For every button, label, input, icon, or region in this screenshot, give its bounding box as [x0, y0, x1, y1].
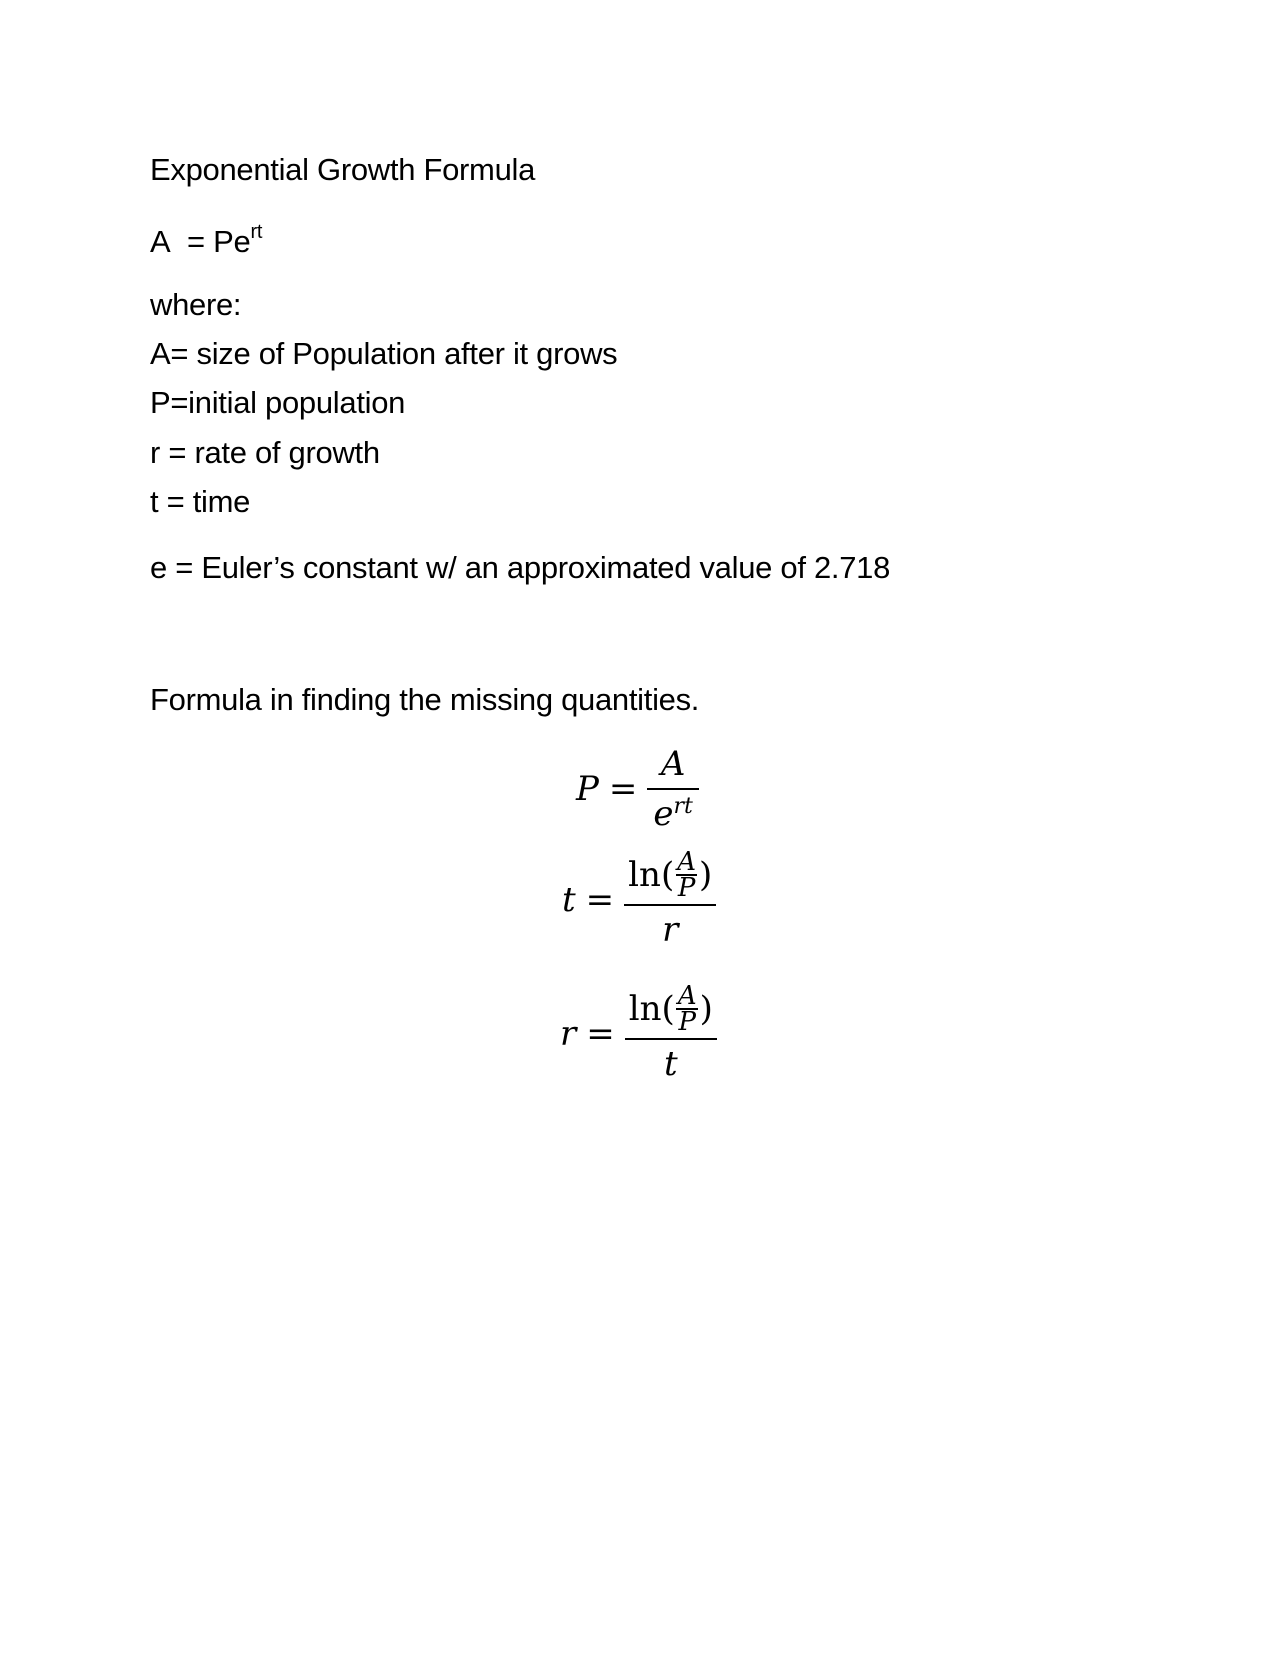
formula-t-denominator: r	[624, 904, 716, 950]
formula-r-inner-den: P	[678, 1007, 696, 1037]
missing-quantities-heading: Formula in finding the missing quantities.	[150, 682, 700, 717]
formula-exponent: rt	[250, 221, 263, 243]
formula-p	[576, 744, 699, 834]
formula-t-inner-num: A	[677, 847, 696, 877]
formula-t-inner-fraction	[675, 847, 698, 903]
formula-lhs: A	[150, 224, 171, 259]
formula-r-inner-num: A	[677, 981, 697, 1011]
formula-r	[560, 981, 717, 1084]
formula-p-numerator: A	[660, 744, 686, 784]
definition-a: A= size of Population after it grows	[150, 336, 618, 371]
formula-r-fraction	[625, 981, 717, 1084]
formula-r-inner-fraction	[676, 981, 699, 1037]
formula-t-lhs: t	[562, 880, 576, 920]
formula-t-numerator	[624, 847, 716, 904]
formula-r-numerator	[625, 981, 717, 1038]
formula-r-ln: ln(	[628, 989, 675, 1029]
formula-r-lhs: r	[560, 1014, 577, 1054]
formula-t-inner-den: P	[677, 873, 696, 903]
formula-equals: =	[187, 224, 205, 259]
definition-t: t = time	[150, 484, 251, 519]
where-label: where:	[150, 287, 242, 322]
euler-note: e = Euler’s constant w/ an approximated value of 2.718	[150, 550, 891, 585]
formula-t	[562, 847, 716, 950]
formula-base: Pe	[213, 224, 251, 259]
formula-p-lhs: P	[576, 769, 599, 809]
formula-t-ln: ln(	[628, 855, 675, 895]
formula-p-den-base: e	[653, 794, 674, 834]
formula-p-fraction	[647, 744, 698, 834]
main-formula	[150, 221, 262, 260]
formula-r-equals: =	[586, 1014, 615, 1054]
definition-p: P=initial population	[150, 385, 406, 420]
formula-p-den-exp: rt	[673, 794, 693, 819]
definition-r: r = rate of growth	[150, 435, 380, 470]
formula-t-close: )	[699, 855, 713, 895]
formula-t-equals: =	[585, 880, 615, 920]
document-title: Exponential Growth Formula	[150, 152, 536, 187]
formula-p-equals: =	[608, 769, 638, 809]
formula-p-denominator	[647, 788, 698, 834]
formula-r-denominator: t	[625, 1038, 717, 1084]
formula-r-close: )	[699, 989, 713, 1029]
formula-t-fraction	[624, 847, 716, 950]
